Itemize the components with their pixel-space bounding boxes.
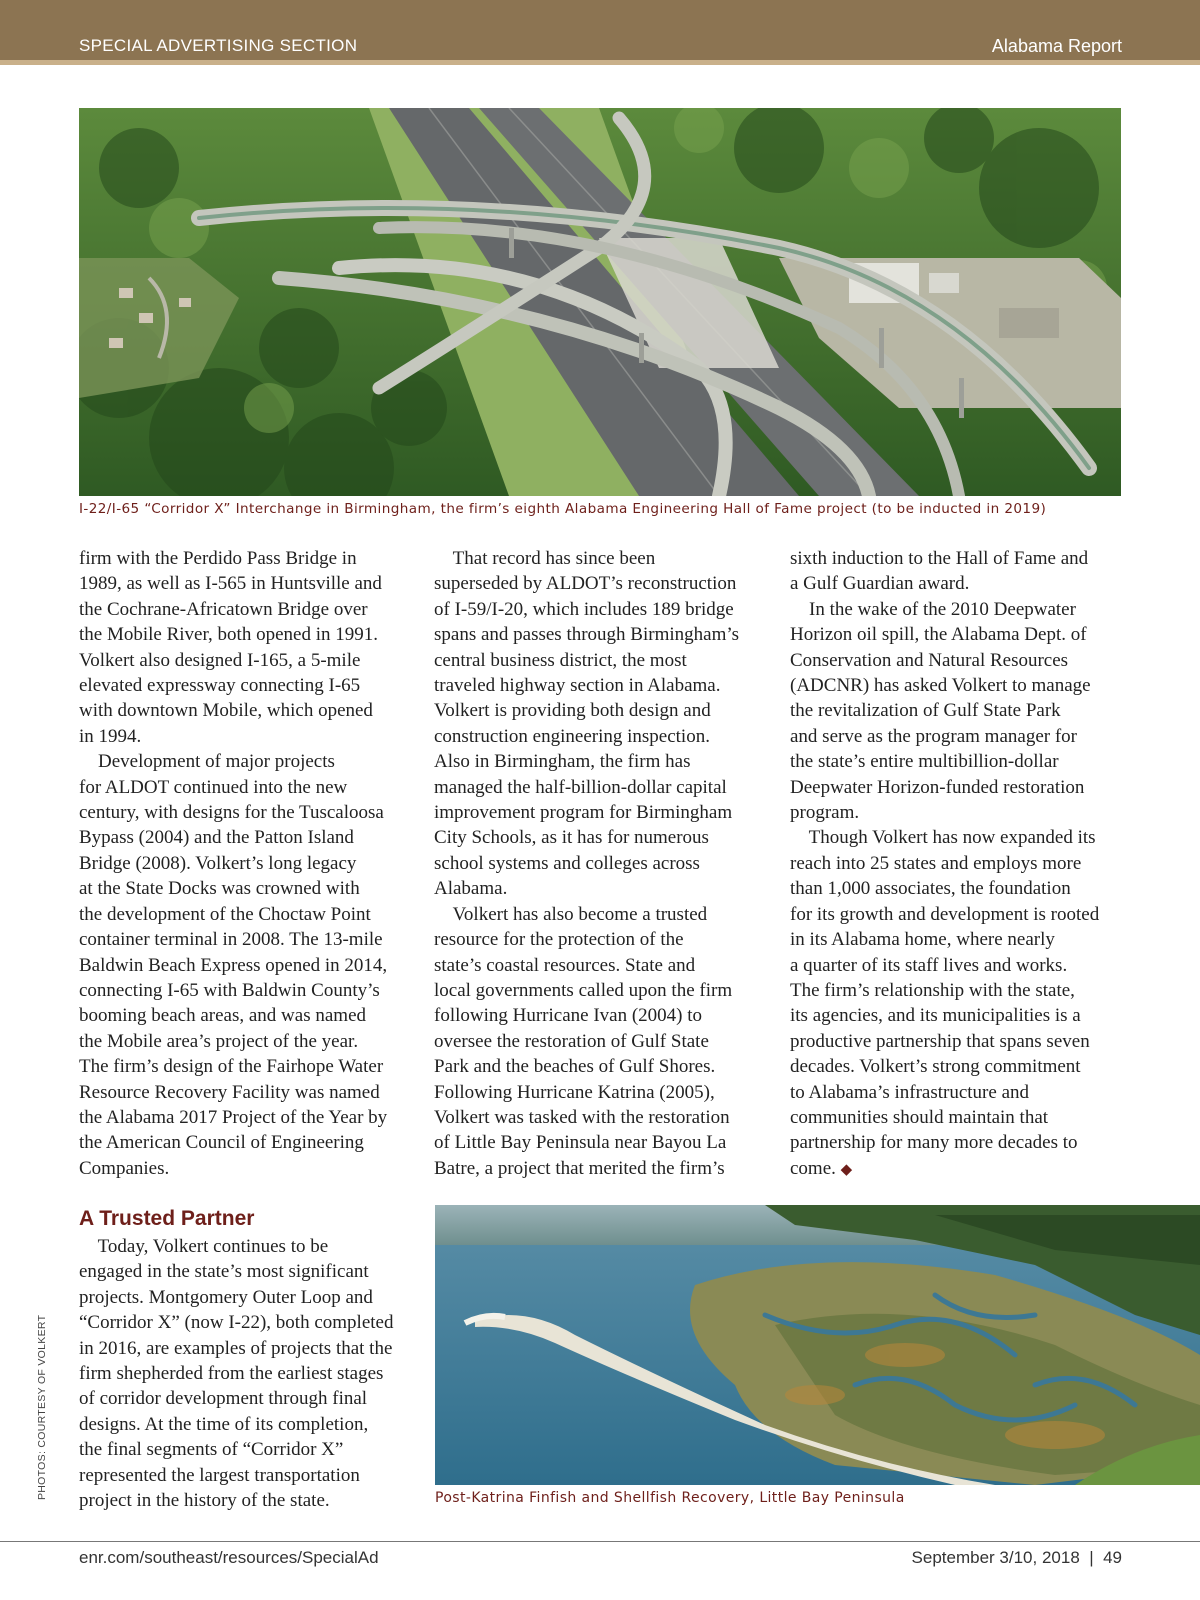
article-line: City Schools, as it has for numerous bbox=[434, 827, 709, 849]
article-line: reach into 25 states and employs more bbox=[790, 852, 1082, 874]
article-line: Volkert was tasked with the restoration bbox=[434, 1106, 730, 1128]
article-line: decades. Volkert’s strong commitment bbox=[790, 1056, 1081, 1078]
article-line: in its Alabama home, where nearly bbox=[790, 929, 1055, 951]
article-line: in 2016, are examples of projects that the bbox=[79, 1337, 393, 1359]
article-line: program. bbox=[790, 802, 860, 824]
interchange-photo-caption: I-22/I-65 “Corridor X” Interchange in Birmingham, the firm’s eighth Alabama Engineering Hall of Fame project (to be inducted in 2019) bbox=[79, 501, 1047, 517]
article-line: Batre, a project that merited the firm’s bbox=[434, 1157, 725, 1179]
article-line: (ADCNR) has asked Volkert to manage bbox=[790, 675, 1091, 697]
photo-credit: PHOTOS: COURTESY OF VOLKERT bbox=[36, 1314, 48, 1500]
article-line: central business district, the most bbox=[434, 649, 687, 671]
article-line: Bypass (2004) and the Patton Island bbox=[79, 827, 354, 849]
footer-date-page: September 3/10, 2018 | 49 bbox=[911, 1548, 1122, 1567]
article-line: its agencies, and its municipalities is a bbox=[790, 1005, 1081, 1027]
article-line: the Mobile River, both opened in 1991. bbox=[79, 624, 378, 646]
section-header bbox=[0, 0, 1200, 65]
report-title: Alabama Report bbox=[991, 36, 1122, 56]
article-line: project in the history of the state. bbox=[79, 1490, 330, 1512]
article-line: 1989, as well as I-565 in Huntsville and bbox=[79, 573, 382, 595]
article-line: school systems and colleges across bbox=[434, 852, 700, 874]
article-line: Volkert also designed I-165, a 5-mile bbox=[79, 649, 361, 671]
article-last-line bbox=[790, 1156, 1125, 1183]
article-line: firm with the Perdido Pass Bridge in bbox=[79, 548, 357, 569]
article-line: traveled highway section in Alabama. bbox=[434, 675, 721, 697]
article-line: Volkert is providing both design and bbox=[434, 700, 711, 722]
article-line: partnership for many more decades to bbox=[790, 1132, 1078, 1154]
interchange-aerial-photo bbox=[79, 108, 1121, 496]
article-line: The firm’s relationship with the state, bbox=[790, 979, 1075, 1001]
article-line: the final segments of “Corridor X” bbox=[79, 1439, 344, 1461]
article-line: “Corridor X” (now I-22), both completed bbox=[79, 1312, 394, 1334]
article-line: Volkert has also become a trusted bbox=[434, 903, 708, 925]
article-line: construction engineering inspection. bbox=[434, 725, 710, 747]
article-line: a quarter of its staff lives and works. bbox=[790, 954, 1068, 976]
article-line: sixth induction to the Hall of Fame and bbox=[790, 548, 1089, 569]
article-line: represented the largest transportation bbox=[79, 1464, 360, 1486]
article-line: of corridor development through final bbox=[79, 1388, 368, 1410]
article-line: for its growth and development is rooted bbox=[790, 903, 1100, 925]
article-line: the revitalization of Gulf State Park bbox=[790, 700, 1061, 722]
article-line: elevated expressway connecting I-65 bbox=[79, 675, 361, 697]
article-line: Deepwater Horizon-funded restoration bbox=[790, 776, 1085, 798]
article-line: the American Council of Engineering bbox=[79, 1132, 364, 1154]
article-line: improvement program for Birmingham bbox=[434, 802, 733, 824]
article-line: and serve as the program manager for bbox=[790, 725, 1077, 747]
article-line: Baldwin Beach Express opened in 2014, bbox=[79, 954, 388, 976]
article-line: resource for the protection of the bbox=[434, 929, 684, 951]
article-line: Resource Recovery Facility was named bbox=[79, 1081, 380, 1103]
article-line: firm shepherded from the earliest stages bbox=[79, 1363, 384, 1385]
article-line: Companies. bbox=[79, 1157, 170, 1179]
article-line: the Alabama 2017 Project of the Year by bbox=[79, 1106, 388, 1128]
article-line: designs. At the time of its completion, bbox=[79, 1413, 369, 1435]
article-line: connecting I-65 with Baldwin County’s bbox=[79, 979, 380, 1001]
article-line: the state’s entire multibillion-dollar bbox=[790, 751, 1059, 773]
article-line: managed the half-billion-dollar capital bbox=[434, 776, 727, 798]
marsh-peninsula-aerial-photo bbox=[435, 1205, 1200, 1485]
footer-url: enr.com/southeast/resources/SpecialAd bbox=[79, 1548, 379, 1567]
article-line: with downtown Mobile, which opened bbox=[79, 700, 373, 722]
article-line: communities should maintain that bbox=[790, 1106, 1049, 1128]
trusted-partner-section bbox=[79, 1205, 419, 1513]
article-line: productive partnership that spans seven bbox=[790, 1030, 1090, 1052]
end-of-article-diamond-icon: ◆ bbox=[840, 1161, 853, 1178]
article-line: than 1,000 associates, the foundation bbox=[790, 878, 1071, 900]
article-line: Also in Birmingham, the firm has bbox=[434, 751, 691, 773]
article-line: Development of major projects bbox=[79, 751, 335, 773]
marsh-photo-caption: Post-Katrina Finfish and Shellfish Recovery, Little Bay Peninsula bbox=[435, 1490, 905, 1506]
footer-divider bbox=[0, 1541, 1200, 1542]
article-line: projects. Montgomery Outer Loop and bbox=[79, 1286, 373, 1308]
article-line: The firm’s design of the Fairhope Water bbox=[79, 1056, 384, 1078]
article-line: the Mobile area’s project of the year. bbox=[79, 1030, 359, 1052]
article-line: the Cochrane-Africatown Bridge over bbox=[79, 598, 368, 620]
article-line: a Gulf Guardian award. bbox=[790, 573, 970, 595]
article-line: Conservation and Natural Resources bbox=[790, 649, 1069, 671]
article-line: following Hurricane Ivan (2004) to bbox=[434, 1005, 703, 1027]
article-line: container terminal in 2008. The 13-mile bbox=[79, 929, 383, 951]
article-column-1 bbox=[79, 546, 419, 1181]
article-line: for ALDOT continued into the new bbox=[79, 776, 348, 798]
article-line: oversee the restoration of Gulf State bbox=[434, 1030, 709, 1052]
article-line: the development of the Choctaw Point bbox=[79, 903, 371, 925]
article-line: in 1994. bbox=[79, 725, 142, 747]
article-line: Following Hurricane Katrina (2005), bbox=[434, 1081, 715, 1103]
section-label: SPECIAL ADVERTISING SECTION bbox=[79, 36, 358, 55]
article-line: Today, Volkert continues to be bbox=[79, 1236, 329, 1257]
article-line: superseded by ALDOT’s reconstruction bbox=[434, 573, 737, 595]
article-line: of Little Bay Peninsula near Bayou La bbox=[434, 1132, 727, 1154]
article-line: of I-59/I-20, which includes 189 bridge bbox=[434, 598, 734, 620]
article-line: Horizon oil spill, the Alabama Dept. of bbox=[790, 624, 1087, 646]
article-line: come. bbox=[790, 1157, 836, 1179]
article-line: Park and the beaches of Gulf Shores. bbox=[434, 1056, 716, 1078]
article-line: engaged in the state’s most significant bbox=[79, 1261, 369, 1283]
article-line: spans and passes through Birmingham’s bbox=[434, 624, 740, 646]
article-column-2 bbox=[434, 546, 769, 1181]
article-line: local governments called upon the firm bbox=[434, 979, 733, 1001]
article-line: Alabama. bbox=[434, 878, 508, 900]
article-line: at the State Docks was crowned with bbox=[79, 878, 360, 900]
article-line: to Alabama’s infrastructure and bbox=[790, 1081, 1030, 1103]
article-line: Bridge (2008). Volkert’s long legacy bbox=[79, 852, 357, 874]
article-column-3 bbox=[790, 546, 1125, 1183]
section-subhead: A Trusted Partner bbox=[79, 1207, 255, 1230]
article-line: That record has since been bbox=[434, 548, 656, 569]
article-line: booming beach areas, and was named bbox=[79, 1005, 367, 1027]
article-line: state’s coastal resources. State and bbox=[434, 954, 696, 976]
article-line: Though Volkert has now expanded its bbox=[790, 827, 1096, 849]
article-line: In the wake of the 2010 Deepwater bbox=[790, 598, 1076, 620]
article-line: century, with designs for the Tuscaloosa bbox=[79, 802, 384, 824]
